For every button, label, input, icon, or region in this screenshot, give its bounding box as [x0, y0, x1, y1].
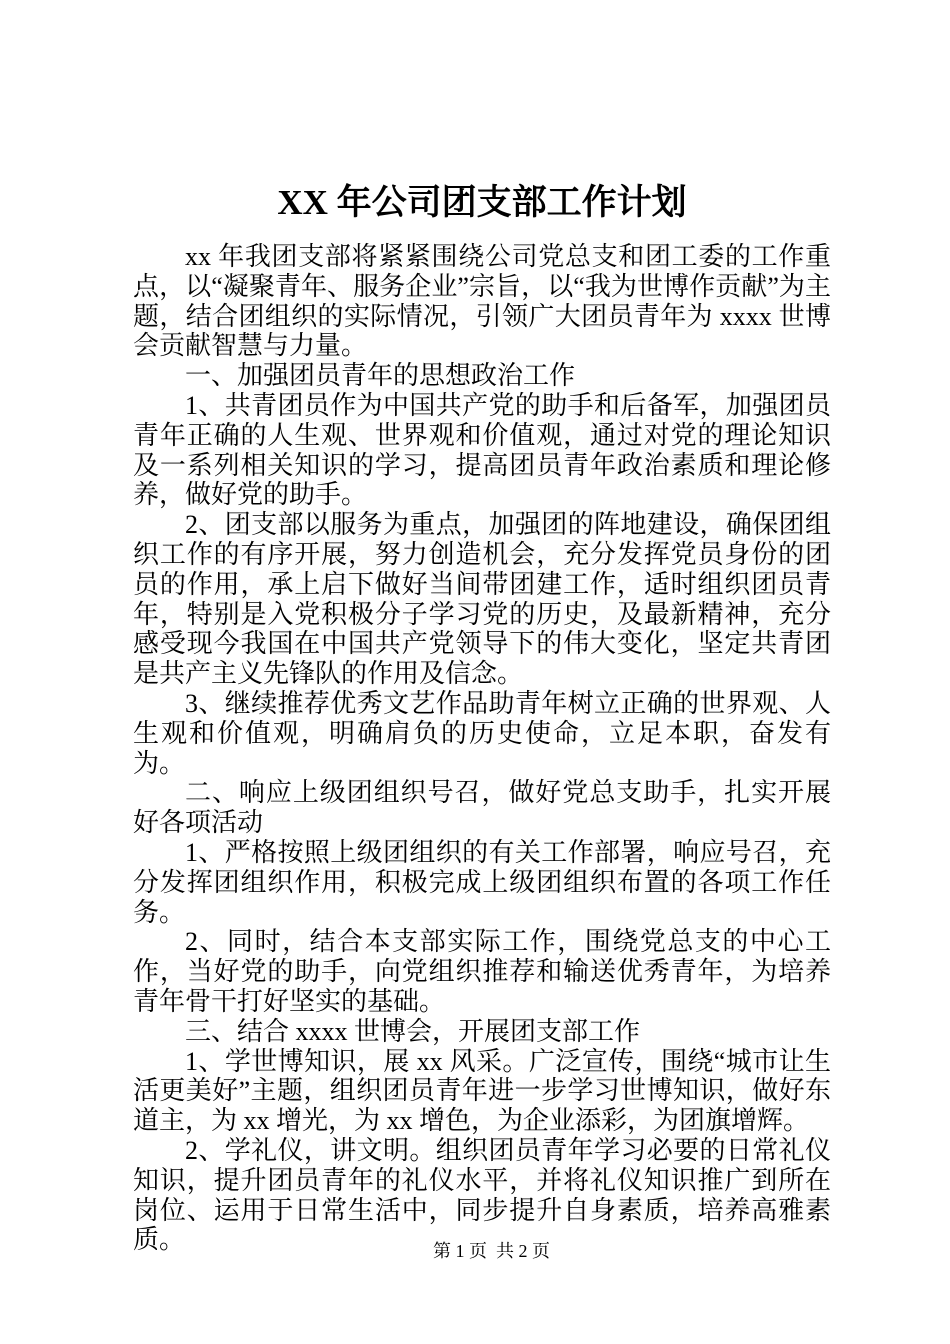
page-number-indicator: 第 1 页 共 2 页	[433, 1241, 550, 1261]
section-1-item-2: 2、团支部以服务为重点，加强团的阵地建设，确保团组织工作的有序开展，努力创造机会，充分发挥党员身份的团员的作用，承上启下做好当间带团建工作，适时组织团员青年，特别是入党积极分子学习党的历史，及最新精神，充分感受现今我国在中国共产党领导下的伟大变化，坚定共青团是共产主义先锋队的作用及信念。	[133, 510, 831, 689]
document-title: XX 年公司团支部工作计划	[277, 183, 687, 222]
document-body	[133, 181, 831, 1255]
section-3-item-2: 2、学礼仪，讲文明。组织团员青年学习必要的日常礼仪知识，提升团员青年的礼仪水平，并将礼仪知识推广到所在岗位、运用于日常生活中，同步提升自身素质，培养高雅素质。	[133, 1135, 831, 1255]
intro-paragraph: xx 年我团支部将紧紧围绕公司党总支和团工委的工作重点，以“凝聚青年、服务企业”宗旨，以“我为世博作贡献”为主题，结合团组织的实际情况，引领广大团员青年为 xxxx 世博会贡献智慧与力量。	[133, 242, 831, 361]
section-1-item-3: 3、继续推荐优秀文艺作品助青年树立正确的世界观、人生观和价值观，明确肩负的历史使命，立足本职，奋发有为。	[133, 688, 831, 778]
section-2-item-1: 1、严格按照上级团组织的有关工作部署，响应号召，充分发挥团组织作用，积极完成上级团组织布置的各项工作任务。	[133, 837, 831, 927]
section-1-item-1: 1、共青团员作为中国共产党的助手和后备军，加强团员青年正确的人生观、世界观和价值观，通过对党的理论知识及一系列相关知识的学习，提高团员青年政治素质和理论修养，做好党的助手。	[133, 390, 831, 510]
section-2-heading: 二、响应上级团组织号召，做好党总支助手，扎实开展好各项活动	[133, 778, 831, 838]
section-3-item-1: 1、学世博知识，展 xx 风采。广泛宣传，围绕“城市让生活更美好”主题，组织团员青年进一步学习世博知识，做好东道主，为 xx 增光，为 xx 增色，为企业添彩，为团旗增辉。	[133, 1046, 831, 1136]
section-2-item-2: 2、同时，结合本支部实际工作，围绕党总支的中心工作，当好党的助手，向党组织推荐和输送优秀青年，为培养青年骨干打好坚实的基础。	[133, 927, 831, 1016]
section-1-heading: 一、加强团员青年的思想政治工作	[185, 361, 576, 391]
section-3-heading: 三、结合 xxxx 世博会，开展团支部工作	[185, 1016, 641, 1046]
